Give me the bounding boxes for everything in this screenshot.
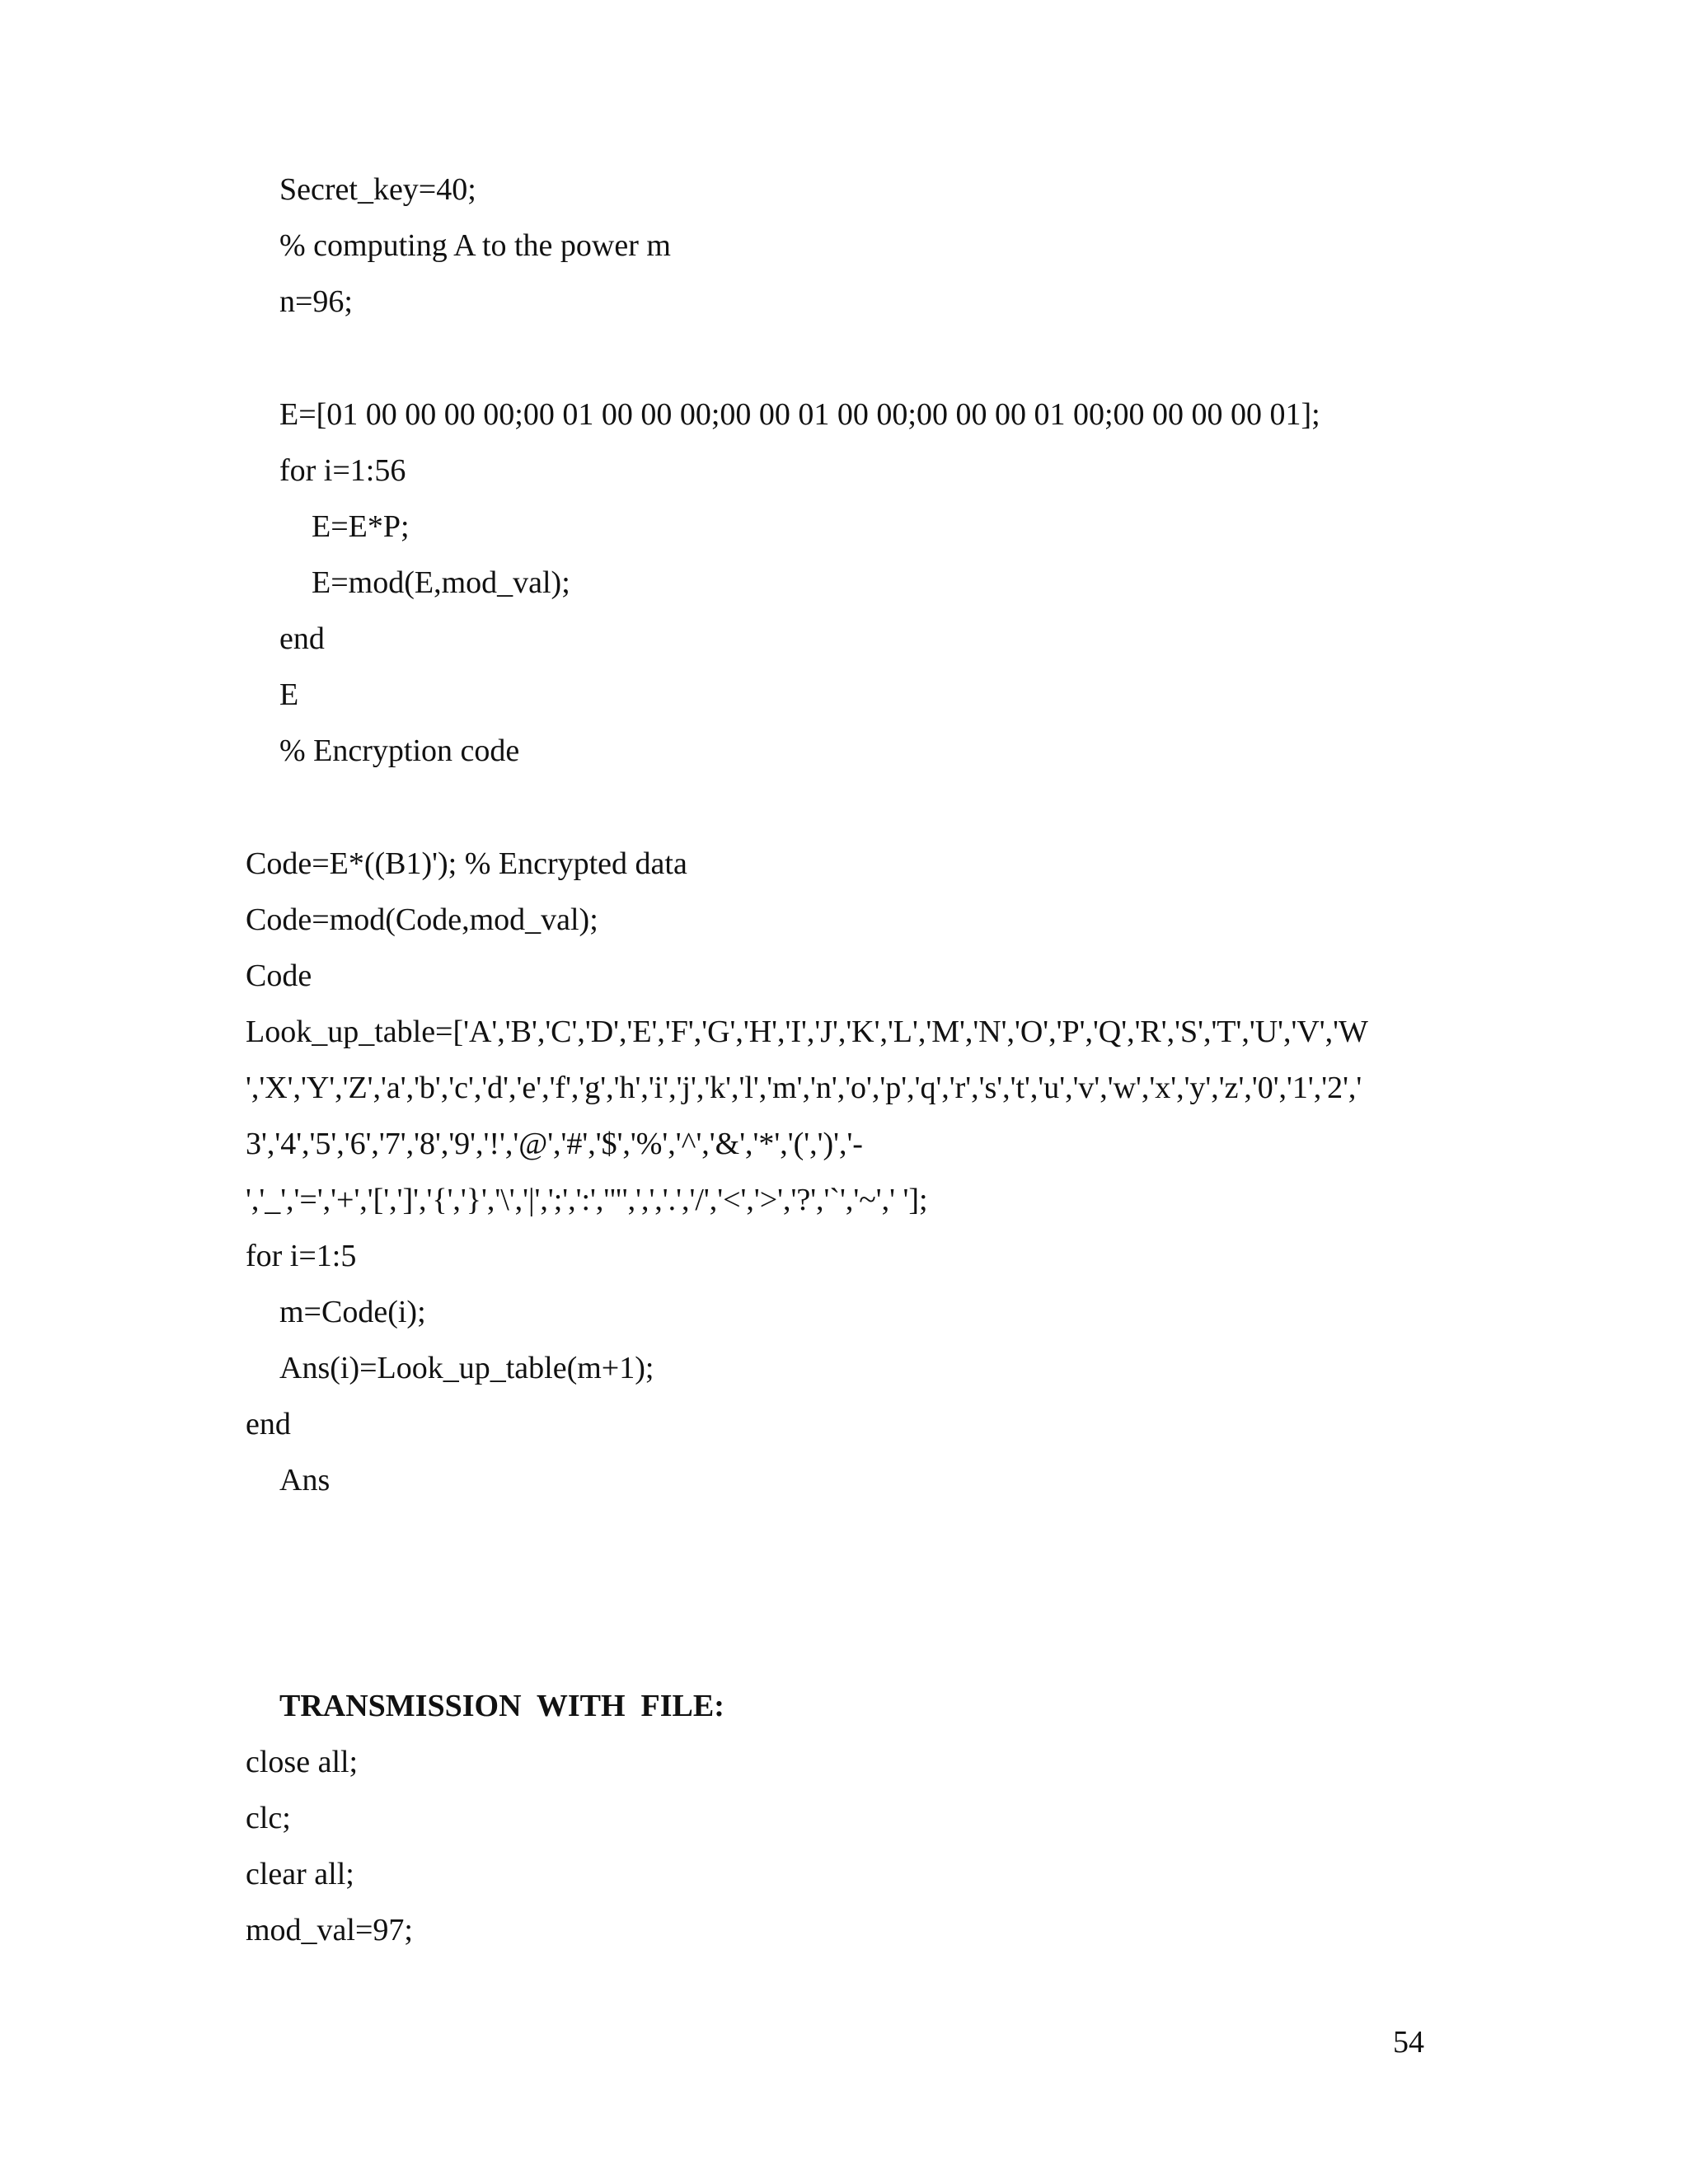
code-line: ','_','=','+','[',']','{','}','\','|',';',':','"',',','.','/','<','>','?','`','~',' ']; <box>246 1183 928 1217</box>
code-line: E=[01 00 00 00 00;00 01 00 00 00;00 00 01 00 00;00 00 00 01 00;00 00 00 00 01]; <box>279 397 1320 432</box>
code-line: end <box>246 1407 291 1441</box>
code-line: E=mod(E,mod_val); <box>312 565 570 600</box>
code-line: close all; <box>246 1745 359 1779</box>
section-heading: TRANSMISSION WITH FILE: <box>279 1689 724 1723</box>
code-line: Code=mod(Code,mod_val); <box>246 902 598 937</box>
code-line: Ans <box>279 1463 331 1497</box>
code-line: E=E*P; <box>312 509 410 544</box>
code-line: clear all; <box>246 1857 354 1891</box>
code-line: for i=1:56 <box>279 453 406 488</box>
code-line: n=96; <box>279 284 353 319</box>
code-line: 3','4','5','6','7','8','9','!','@','#','$','%','^','&','*','(',')','- <box>246 1127 863 1161</box>
code-line: Code=E*((B1)'); % Encrypted data <box>246 846 687 881</box>
code-line: ','X','Y','Z','a','b','c','d','e','f','g','h','i','j','k','l','m','n','o','p','q','r','s','t','u','v','w','x','y','z','0','1','2',' <box>246 1071 1362 1105</box>
code-line: end <box>279 621 325 656</box>
code-line: E <box>279 677 299 712</box>
code-line: Secret_key=40; <box>279 172 476 207</box>
code-line: Ans(i)=Look_up_table(m+1); <box>279 1351 654 1385</box>
page-number: 54 <box>1393 2025 1424 2060</box>
code-line: mod_val=97; <box>246 1913 413 1947</box>
code-comment-line: % computing A to the power m <box>279 228 671 263</box>
code-line: clc; <box>246 1801 291 1835</box>
code-line: for i=1:5 <box>246 1239 357 1273</box>
code-comment-line: % Encryption code <box>279 733 520 768</box>
code-line: Look_up_table=['A','B','C','D','E','F','G','H','I','J','K','L','M','N','O','P','Q','R','S','T','U','V','W <box>246 1015 1368 1049</box>
code-line: Code <box>246 958 312 993</box>
code-line: m=Code(i); <box>279 1295 426 1329</box>
